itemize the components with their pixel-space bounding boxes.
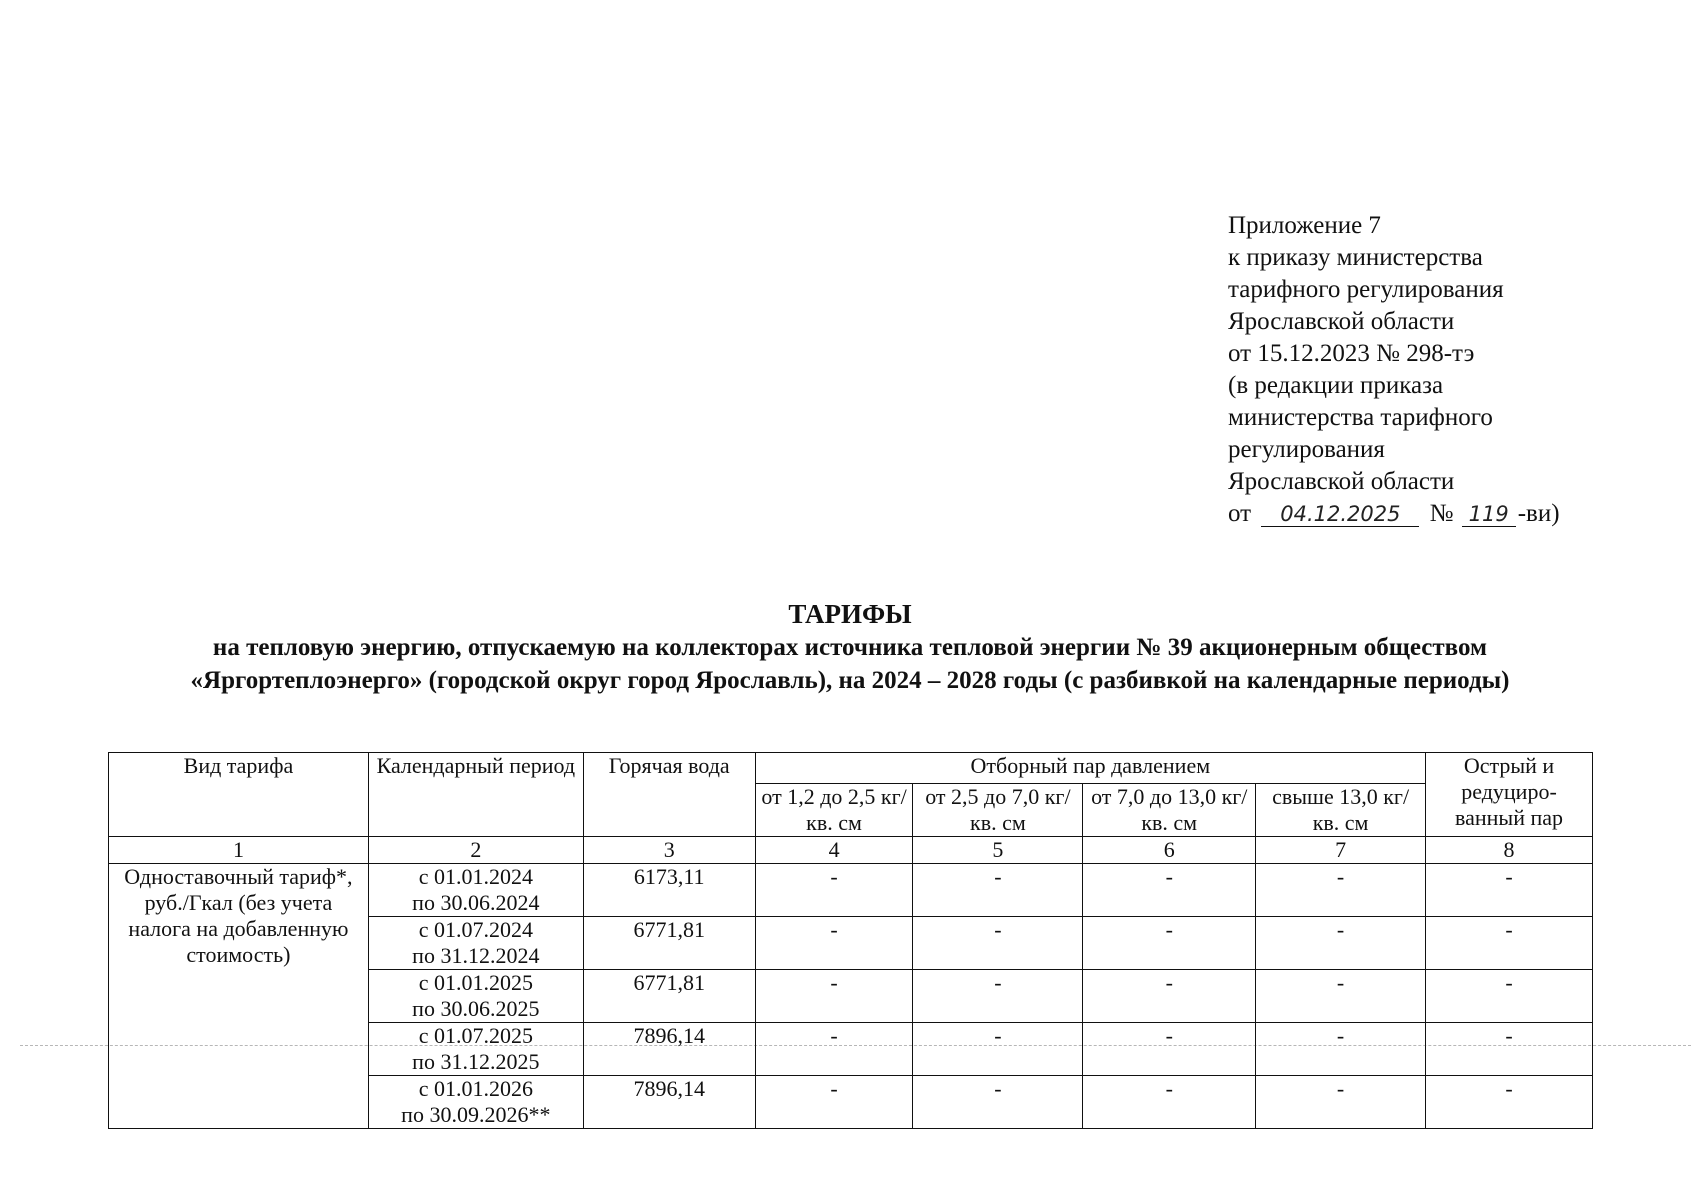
hot-water-value: 7896,14 (583, 1076, 755, 1129)
document-title (100, 597, 1600, 697)
period-cell (368, 1023, 583, 1076)
header-steam-group: Отборный пар давлением (755, 753, 1425, 784)
appendix-line: к приказу министерства (1228, 244, 1483, 271)
steam-1-value: - (755, 864, 913, 917)
period-to: по 30.06.2025 (412, 996, 540, 1021)
header-steam-1: от 1,2 до 2,5 кг/ кв. см (755, 784, 913, 837)
column-number: 1 (109, 837, 369, 864)
steam-2-value: - (913, 864, 1083, 917)
period-from: с 01.07.2025 (418, 1023, 533, 1048)
header-period: Календарный период (368, 753, 583, 837)
steam-1-value: - (755, 917, 913, 970)
column-number: 5 (913, 837, 1083, 864)
column-number: 6 (1083, 837, 1256, 864)
period-cell (368, 1076, 583, 1129)
header-steam-2: от 2,5 до 7,0 кг/ кв. см (913, 784, 1083, 837)
period-cell (368, 917, 583, 970)
steam-3-value: - (1083, 1023, 1256, 1076)
amendment-prefix: от (1228, 500, 1252, 527)
period-cell (368, 970, 583, 1023)
steam-3-value: - (1083, 970, 1256, 1023)
header-hot-water: Горячая вода (583, 753, 755, 837)
appendix-line: министерства тарифного (1228, 404, 1493, 431)
column-number: 7 (1256, 837, 1426, 864)
column-number: 8 (1426, 837, 1593, 864)
appendix-line: Приложение 7 (1228, 212, 1381, 239)
steam-4-value: - (1256, 1023, 1426, 1076)
appendix-line: Ярославской области (1228, 308, 1455, 335)
column-number: 3 (583, 837, 755, 864)
period-from: с 01.07.2024 (418, 917, 533, 942)
period-to: по 31.12.2024 (412, 943, 540, 968)
hot-water-value: 7896,14 (583, 1023, 755, 1076)
appendix-header (1228, 210, 1560, 530)
steam-2-value: - (913, 1023, 1083, 1076)
sharp-steam-value: - (1426, 864, 1593, 917)
steam-2-value: - (913, 1076, 1083, 1129)
sharp-steam-value: - (1426, 1023, 1593, 1076)
title-subtitle: на тепловую энергию, отпускаемую на коллекторах источника тепловой энергии № 39 акционерным обществом «Яргортеплоэнерго» (городской округ город Ярославль), на 2024 – 2028 годы (с разбивкой на календарные периоды) (190, 634, 1510, 694)
appendix-line: тарифного регулирования (1228, 276, 1504, 303)
steam-1-value: - (755, 1023, 913, 1076)
appendix-line: (в редакции приказа (1228, 372, 1444, 399)
appendix-line: Ярославской области (1228, 468, 1455, 495)
header-type: Вид тарифа (109, 753, 369, 837)
steam-3-value: - (1083, 1076, 1256, 1129)
handwritten-number: 119 (1462, 502, 1516, 527)
period-from: с 01.01.2025 (418, 970, 533, 995)
steam-4-value: - (1256, 864, 1426, 917)
steam-1-value: - (755, 970, 913, 1023)
sharp-steam-value: - (1426, 970, 1593, 1023)
period-cell (368, 864, 583, 917)
table-row (109, 864, 1593, 917)
steam-2-value: - (913, 970, 1083, 1023)
table-header-row (109, 753, 1593, 784)
period-to: по 30.09.2026** (401, 1102, 551, 1127)
steam-4-value: - (1256, 970, 1426, 1023)
tariffs-table (108, 752, 1593, 1129)
title-heading: ТАРИФЫ (788, 599, 912, 629)
header-steam-3: от 7,0 до 13,0 кг/ кв. см (1083, 784, 1256, 837)
period-from: с 01.01.2026 (418, 1076, 533, 1101)
hot-water-value: 6771,81 (583, 970, 755, 1023)
steam-4-value: - (1256, 917, 1426, 970)
handwritten-date: 04.12.2025 (1261, 502, 1419, 527)
sharp-steam-value: - (1426, 917, 1593, 970)
appendix-amendment-line (1228, 498, 1560, 530)
hot-water-value: 6173,11 (583, 864, 755, 917)
hot-water-value: 6771,81 (583, 917, 755, 970)
sharp-steam-value: - (1426, 1076, 1593, 1129)
steam-2-value: - (913, 917, 1083, 970)
appendix-line: от 15.12.2023 № 298-тэ (1228, 340, 1475, 367)
header-steam-4: свыше 13,0 кг/ кв. см (1256, 784, 1426, 837)
number-sign: № (1429, 500, 1454, 527)
steam-3-value: - (1083, 917, 1256, 970)
period-to: по 31.12.2025 (412, 1049, 540, 1074)
column-number: 2 (368, 837, 583, 864)
amendment-suffix: -ви) (1517, 500, 1560, 527)
column-number-row (109, 837, 1593, 864)
header-sharp-steam: Острый и редуциро-ванный пар (1426, 753, 1593, 837)
steam-4-value: - (1256, 1076, 1426, 1129)
tariff-type-cell: Одноставочный тариф*, руб./Гкал (без учета налога на добавленную стоимость) (109, 864, 369, 1129)
appendix-line: регулирования (1228, 436, 1385, 463)
steam-1-value: - (755, 1076, 913, 1129)
column-number: 4 (755, 837, 913, 864)
period-to: по 30.06.2024 (412, 890, 540, 915)
steam-3-value: - (1083, 864, 1256, 917)
period-from: с 01.01.2024 (418, 864, 533, 889)
